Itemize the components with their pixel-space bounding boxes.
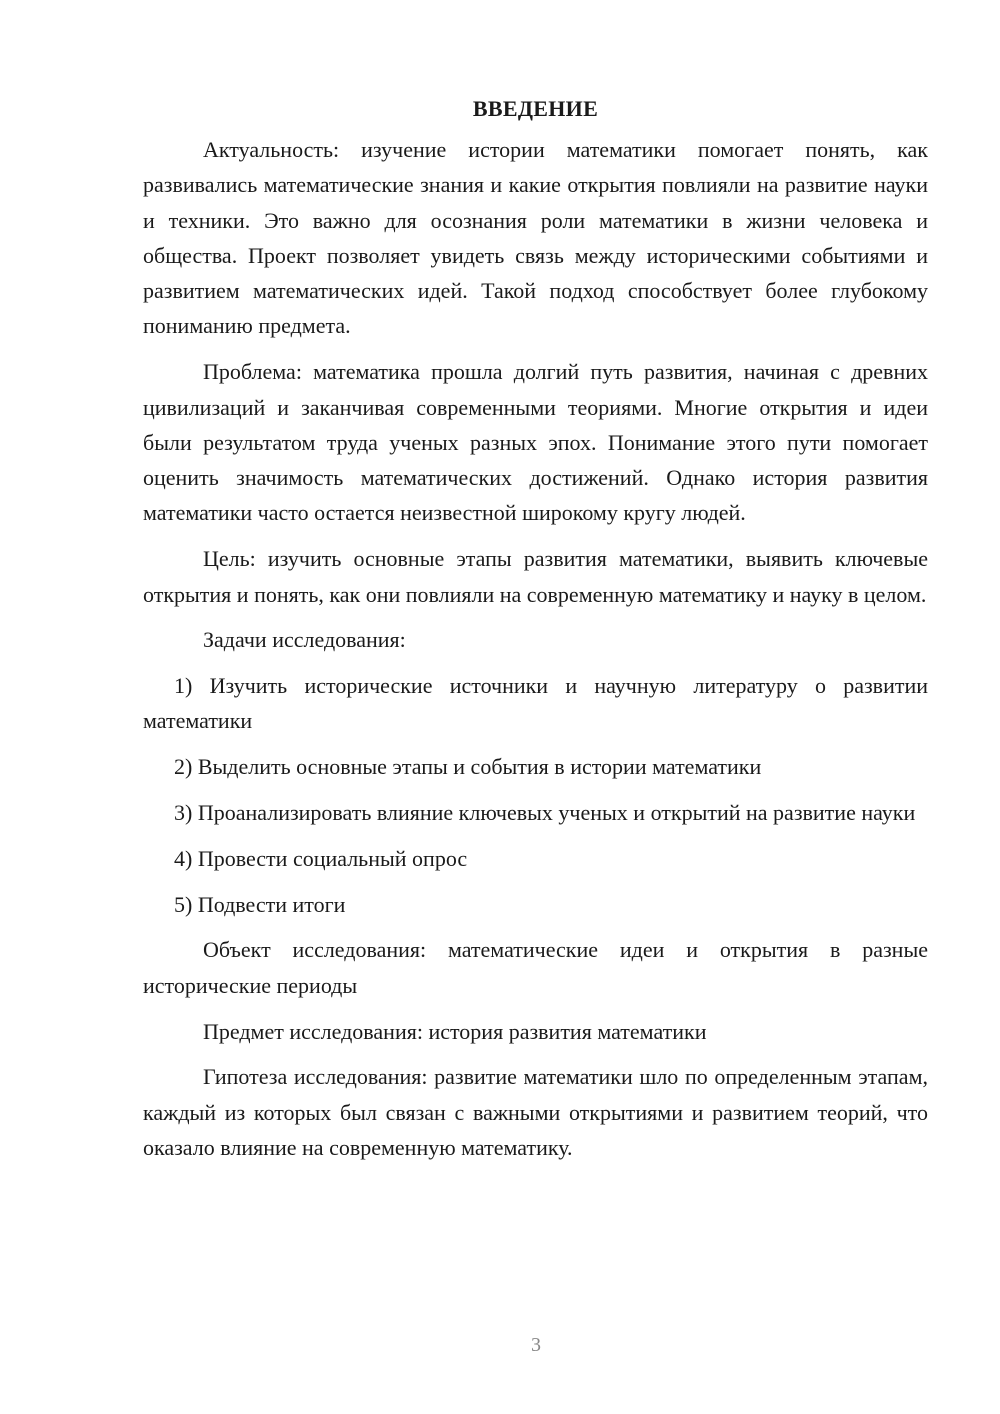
task-item-3: 3) Проанализировать влияние ключевых ученых и открытий на развитие науки xyxy=(174,800,916,826)
task-item-2: 2) Выделить основные этапы и события в истории математики xyxy=(174,754,762,780)
task-item-1: 1) Изучить исторические источники и научную литературу о развитии математики xyxy=(143,673,928,734)
page-number: 3 xyxy=(531,1334,541,1356)
section-title: ВВЕДЕНИЕ xyxy=(472,96,599,121)
paragraph-hypothesis: Гипотеза исследования: развитие математики шло по определенным этапам, каждый из которых был связан с важными открытиями и развитием теорий, что оказало влияние на современную математику. xyxy=(143,1064,928,1160)
paragraph-goal: Цель: изучить основные этапы развития математики, выявить ключевые открытия и понять, как они повлияли на современную математику и науку в целом. xyxy=(143,546,928,607)
paragraph-subject: Предмет исследования: история развития математики xyxy=(203,1018,707,1044)
task-item-5: 5) Подвести итоги xyxy=(174,891,346,917)
paragraph-relevance: Актуальность: изучение истории математики помогает понять, как развивались математические знания и какие открытия повлияли на развитие науки и техники. Это важно для осознания роли математики в жизни человека и общества. Проект позволяет увидеть связь между историческими событиями и развитием математических идей. Такой подход способствует более глубокому пониманию предмета. xyxy=(143,137,928,339)
task-item-4: 4) Провести социальный опрос xyxy=(174,845,468,871)
tasks-heading: Задачи исследования: xyxy=(203,627,406,653)
paragraph-problem: Проблема: математика прошла долгий путь развития, начиная с древних цивилизаций и заканчивая современными теориями. Многие открытия и идеи были результатом труда ученых разных эпох. Понимание этого пути помогает оценить значимость математических достижений. Однако история развития математики часто остается неизвестной широкому кругу людей. xyxy=(143,359,928,526)
paragraph-object: Объект исследования: математические идеи и открытия в разные исторические периоды xyxy=(143,937,928,998)
document-page xyxy=(143,92,928,1165)
